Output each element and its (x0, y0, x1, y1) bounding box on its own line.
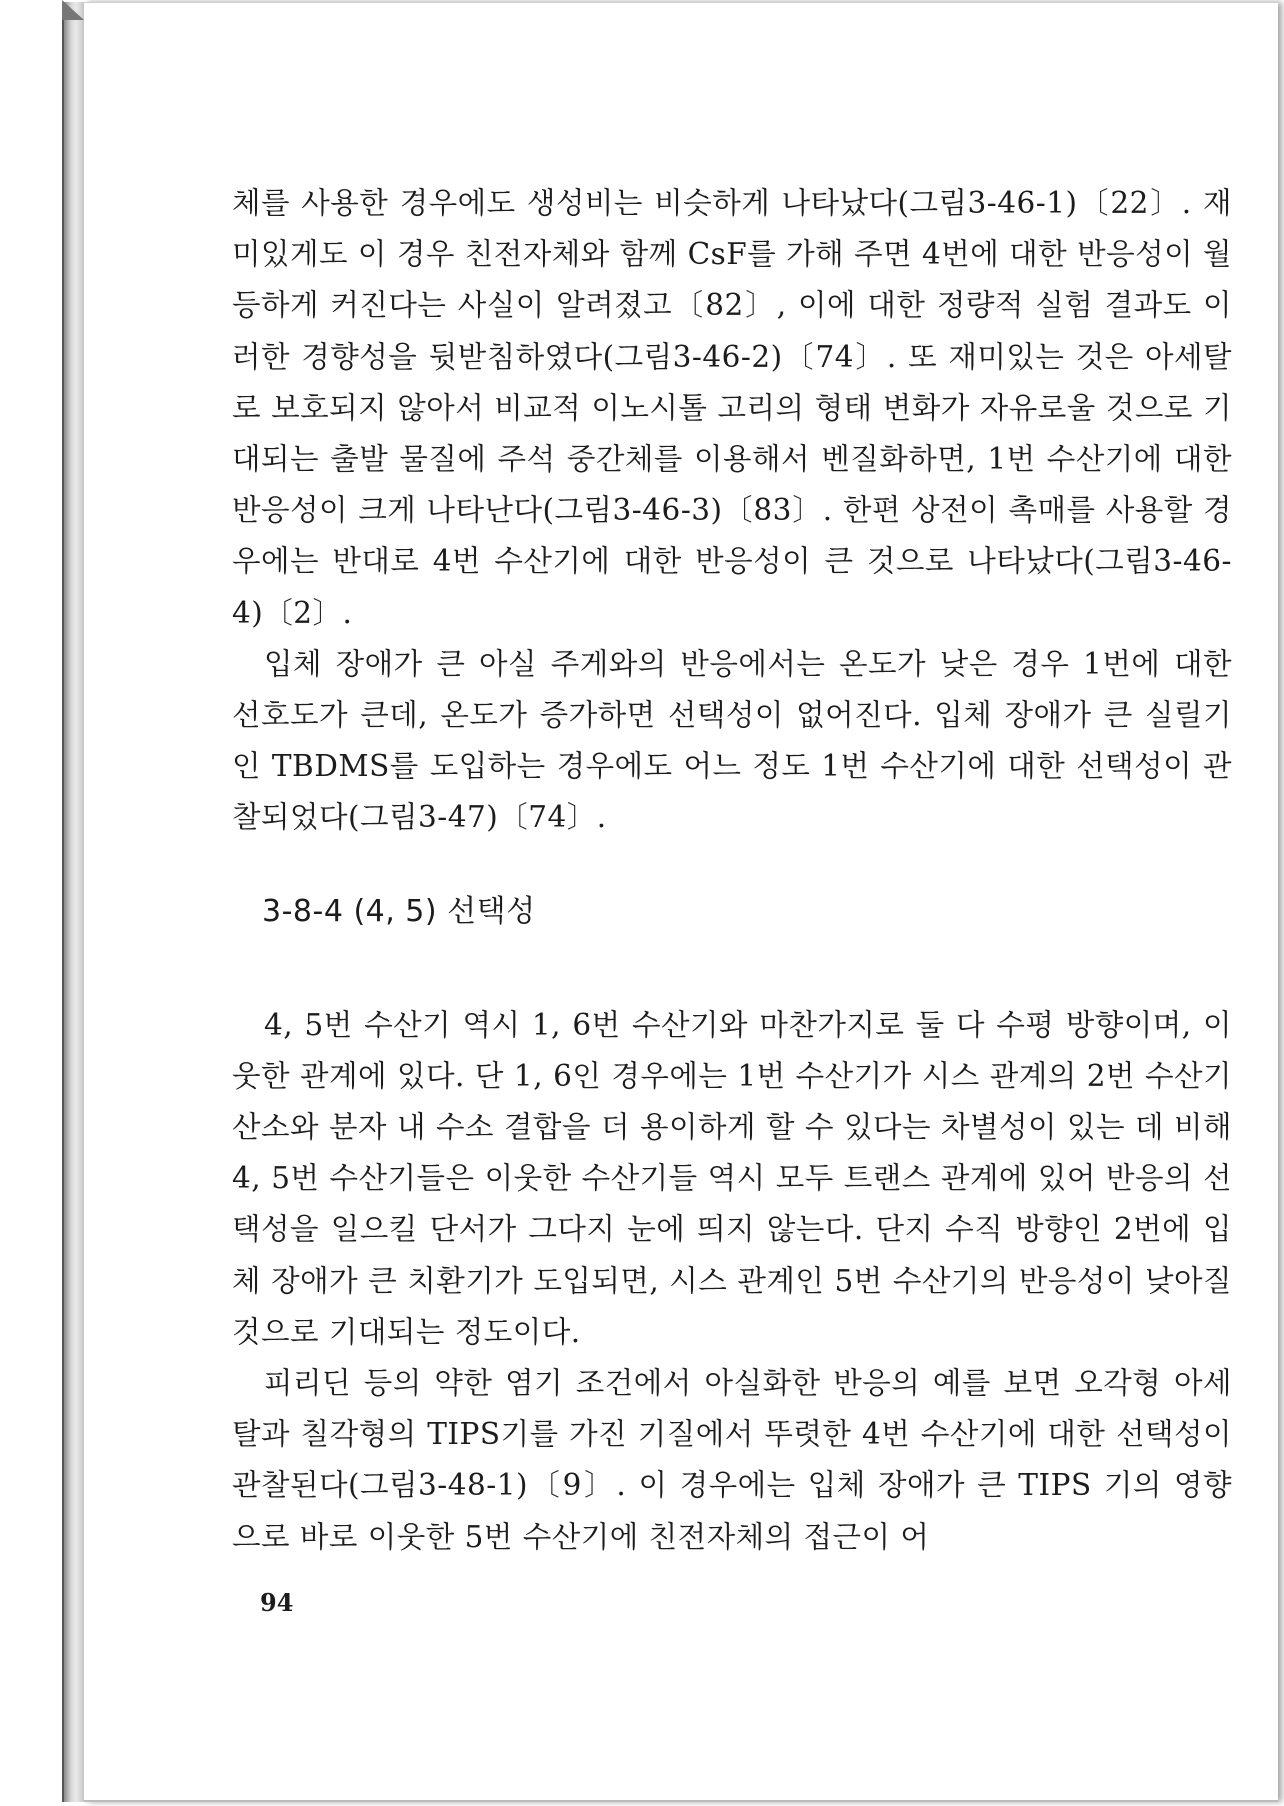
paragraph-45-hydroxyl: 4, 5번 수산기 역시 1, 6번 수산기와 마찬가지로 둘 다 수평 방향이며, 이웃한 관계에 있다. 단 1, 6인 경우에는 1번 수산기가 시스 관계의 2번 수산기 산소와 분자 내 수소 결합을 더 용이하게 할 수 있다는 차별성이 있는 데 비해 4, 5번 수산기들은 이웃한 수산기들 역시 모두 트랜스 관계에 있어 반응의 선택성을 일으킬 단서가 그다지 눈에 띄지 않는다. 단지 수직 방향인 2번에 입체 장애가 큰 치환기가 도입되면, 시스 관계인 5번 수산기의 반응성이 낮아질 것으로 기대되는 정도이다. (232, 1007, 1232, 1349)
page-number: 94 (260, 1588, 294, 1617)
paragraph-pyridine-acylation: 피리딘 등의 약한 염기 조건에서 아실화한 반응의 예를 보면 오각형 아세탈과 칠각형의 TIPS기를 가진 기질에서 뚜렷한 4번 수산기에 대한 선택성이 관찰된다(그림3-48-1)〔9〕. 이 경우에는 입체 장애가 큰 TIPS 기의 영향으로 바로 이웃한 5번 수산기에 친전자체의 접근이 어 (232, 1366, 1232, 1554)
book-page (84, 2, 1278, 1802)
paragraph-steric-acyl: 입체 장애가 큰 아실 주게와의 반응에서는 온도가 낮은 경우 1번에 대한 선호도가 큰데, 온도가 증가하면 선택성이 없어진다. 입체 장애가 큰 실릴기인 TBDMS를 도입하는 경우에도 어느 정도 1번 수산기에 대한 선택성이 관찰되었다(그림3-47)〔74〕. (232, 646, 1232, 835)
section-heading: 3-8-4 (4, 5) 선택성 (262, 893, 536, 929)
paragraph-continued: 체를 사용한 경우에도 생성비는 비슷하게 나타났다(그림3-46-1)〔22〕. 재미있게도 이 경우 친전자체와 함께 CsF를 가해 주면 4번에 대한 반응성이 월등하게 커진다는 사실이 알려졌고〔82〕, 이에 대한 정량적 실험 결과도 이러한 경향성을 뒷받침하였다(그림3-46-2)〔74〕. 또 재미있는 것은 아세탈로 보호되지 않아서 비교적 이노시톨 고리의 형태 변화가 자유로울 것으로 기대되는 출발 물질에 주석 중간체를 이용해서 벤질화하면, 1번 수산기에 대한 반응성이 크게 나타난다(그림3-46-3)〔83〕. 한편 상전이 촉매를 사용할 경우에는 반대로 4번 수산기에 대한 반응성이 큰 것으로 나타났다(그림3-46-4)〔2〕. (232, 186, 1232, 630)
body-text (232, 178, 1232, 1563)
book-spine (62, 2, 84, 1802)
